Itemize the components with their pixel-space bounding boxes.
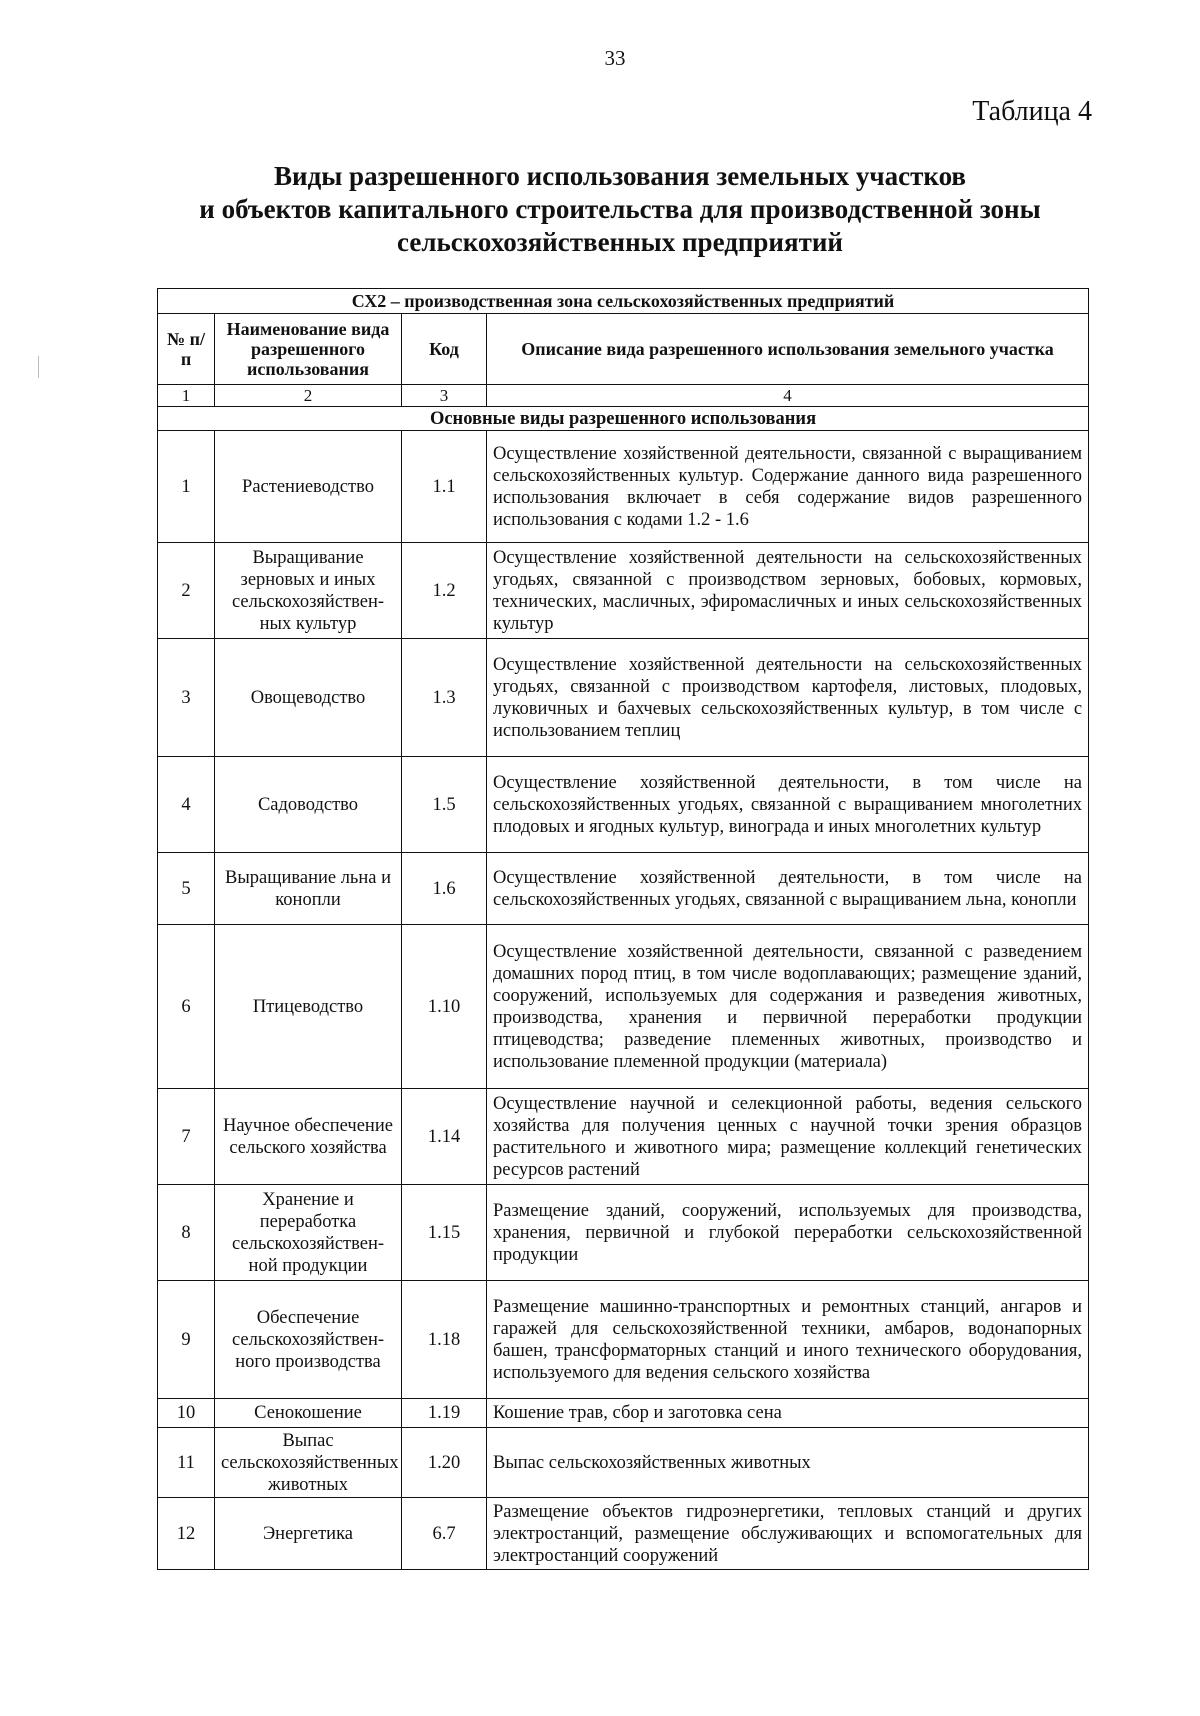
use-description: Кошение трав, сбор и заготовка сена xyxy=(487,1399,1089,1428)
use-code: 1.20 xyxy=(402,1428,487,1498)
use-description: Осуществление научной и селекционной работы, ведения сельского хозяйства для получения ценных с научной точки зрения образцов растительного и животного мира; размещение коллекций генетических ресурсов растений xyxy=(487,1089,1089,1185)
use-code: 1.18 xyxy=(402,1281,487,1399)
use-description: Выпас сельскохозяйственных животных xyxy=(487,1428,1089,1498)
column-number: 4 xyxy=(487,385,1089,407)
use-name: Выпас сельскохозяйственных животных xyxy=(215,1428,402,1498)
table-row xyxy=(158,1089,1089,1185)
row-number: 5 xyxy=(158,853,215,925)
table-row xyxy=(158,1428,1089,1498)
use-code: 1.10 xyxy=(402,925,487,1089)
use-name: Выращивание зерновых и иных сельскохозяйствен-ных культур xyxy=(215,543,402,639)
use-code: 1.6 xyxy=(402,853,487,925)
section-title: Основные виды разрешенного использования xyxy=(158,407,1089,431)
use-code: 1.1 xyxy=(402,431,487,543)
scan-artifact xyxy=(38,356,39,378)
use-name: Обеспечение сельскохозяйствен-ного производства xyxy=(215,1281,402,1399)
use-name: Сенокошение xyxy=(215,1399,402,1428)
table-row xyxy=(158,1281,1089,1399)
table-row xyxy=(158,1498,1089,1570)
land-use-table xyxy=(157,288,1089,1570)
row-number: 10 xyxy=(158,1399,215,1428)
use-name: Садоводство xyxy=(215,757,402,853)
use-description: Размещение машинно-транспортных и ремонтных станций, ангаров и гаражей для сельскохозяйственной техники, амбаров, водонапорных башен, трансформаторных станций и иного технического оборудования, используемого для ведения сельского хозяйства xyxy=(487,1281,1089,1399)
use-description: Осуществление хозяйственной деятельности на сельскохозяйственных угодьях, связанной с производством зерновых, бобовых, кормовых, технических, масличных, эфиромасличных и иных сельскохозяйственных культур xyxy=(487,543,1089,639)
row-number: 12 xyxy=(158,1498,215,1570)
use-code: 1.15 xyxy=(402,1185,487,1281)
row-number: 1 xyxy=(158,431,215,543)
use-name: Научное обеспечение сельского хозяйства xyxy=(215,1089,402,1185)
zone-title: СХ2 – производственная зона сельскохозяйственных предприятий xyxy=(158,289,1089,314)
use-name: Птицеводство xyxy=(215,925,402,1089)
table-row xyxy=(158,757,1089,853)
table-row xyxy=(158,431,1089,543)
use-code: 1.2 xyxy=(402,543,487,639)
row-number: 2 xyxy=(158,543,215,639)
document-title xyxy=(160,160,1080,259)
section-row xyxy=(158,407,1089,431)
column-number-row xyxy=(158,385,1089,407)
use-code: 6.7 xyxy=(402,1498,487,1570)
table-row xyxy=(158,639,1089,757)
row-number: 8 xyxy=(158,1185,215,1281)
use-description: Осуществление хозяйственной деятельности, в том числе на сельскохозяйственных угодьях, связанной с выращиванием льна, конопли xyxy=(487,853,1089,925)
title-line: и объектов капитального строительства для производственной зоны xyxy=(199,194,1041,224)
row-number: 3 xyxy=(158,639,215,757)
title-line: сельскохозяйственных предприятий xyxy=(397,227,843,257)
row-number: 11 xyxy=(158,1428,215,1498)
use-name: Энергетика xyxy=(215,1498,402,1570)
use-description: Осуществление хозяйственной деятельности, связанной с разведением домашних пород птиц, в том числе водоплавающих; размещение зданий, сооружений, используемых для содержания и разведения животных, производства, хранения и первичной переработки продукции птицеводства; разведение племенных животных, производство и использование племенной продукции (материала) xyxy=(487,925,1089,1089)
table-row xyxy=(158,853,1089,925)
use-code: 1.19 xyxy=(402,1399,487,1428)
row-number: 9 xyxy=(158,1281,215,1399)
use-name: Выращивание льна и конопли xyxy=(215,853,402,925)
table-row xyxy=(158,1185,1089,1281)
title-line: Виды разрешенного использования земельных участков xyxy=(274,161,966,191)
column-number: 2 xyxy=(215,385,402,407)
row-number: 7 xyxy=(158,1089,215,1185)
header-no: № п/п xyxy=(158,314,215,385)
table-label: Таблица 4 xyxy=(972,96,1092,127)
use-description: Размещение объектов гидроэнергетики, тепловых станций и других электростанций, размещение обслуживающих и вспомогательных для электростанций сооружений xyxy=(487,1498,1089,1570)
header-code: Код xyxy=(402,314,487,385)
table-row xyxy=(158,543,1089,639)
use-code: 1.3 xyxy=(402,639,487,757)
use-description: Осуществление хозяйственной деятельности на сельскохозяйственных угодьях, связанной с производством картофеля, листовых, плодовых, луковичных и бахчевых сельскохозяйственных культур, в том числе с использованием теплиц xyxy=(487,639,1089,757)
use-name: Хранение и переработка сельскохозяйствен-ной продукции xyxy=(215,1185,402,1281)
table-row xyxy=(158,925,1089,1089)
use-code: 1.14 xyxy=(402,1089,487,1185)
page-number: 33 xyxy=(604,46,626,70)
table-row xyxy=(158,1399,1089,1428)
header-row xyxy=(158,314,1089,385)
use-description: Размещение зданий, сооружений, используемых для производства, хранения, первичной и глубокой переработки сельскохозяйственной продукции xyxy=(487,1185,1089,1281)
row-number: 6 xyxy=(158,925,215,1089)
row-number: 4 xyxy=(158,757,215,853)
use-name: Овощеводство xyxy=(215,639,402,757)
use-name: Растениеводство xyxy=(215,431,402,543)
use-description: Осуществление хозяйственной деятельности, в том числе на сельскохозяйственных угодьях, связанной с выращиванием многолетних плодовых и ягодных культур, винограда и иных многолетних культур xyxy=(487,757,1089,853)
header-name: Наименование вида разрешенного использования xyxy=(215,314,402,385)
header-desc: Описание вида разрешенного использования земельного участка xyxy=(487,314,1089,385)
column-number: 3 xyxy=(402,385,487,407)
column-number: 1 xyxy=(158,385,215,407)
use-description: Осуществление хозяйственной деятельности, связанной с выращиванием сельскохозяйственных культур. Содержание данного вида разрешенного использования включает в себя содержание видов разрешенного использования с кодами 1.2 - 1.6 xyxy=(487,431,1089,543)
use-code: 1.5 xyxy=(402,757,487,853)
zone-title-row xyxy=(158,289,1089,314)
